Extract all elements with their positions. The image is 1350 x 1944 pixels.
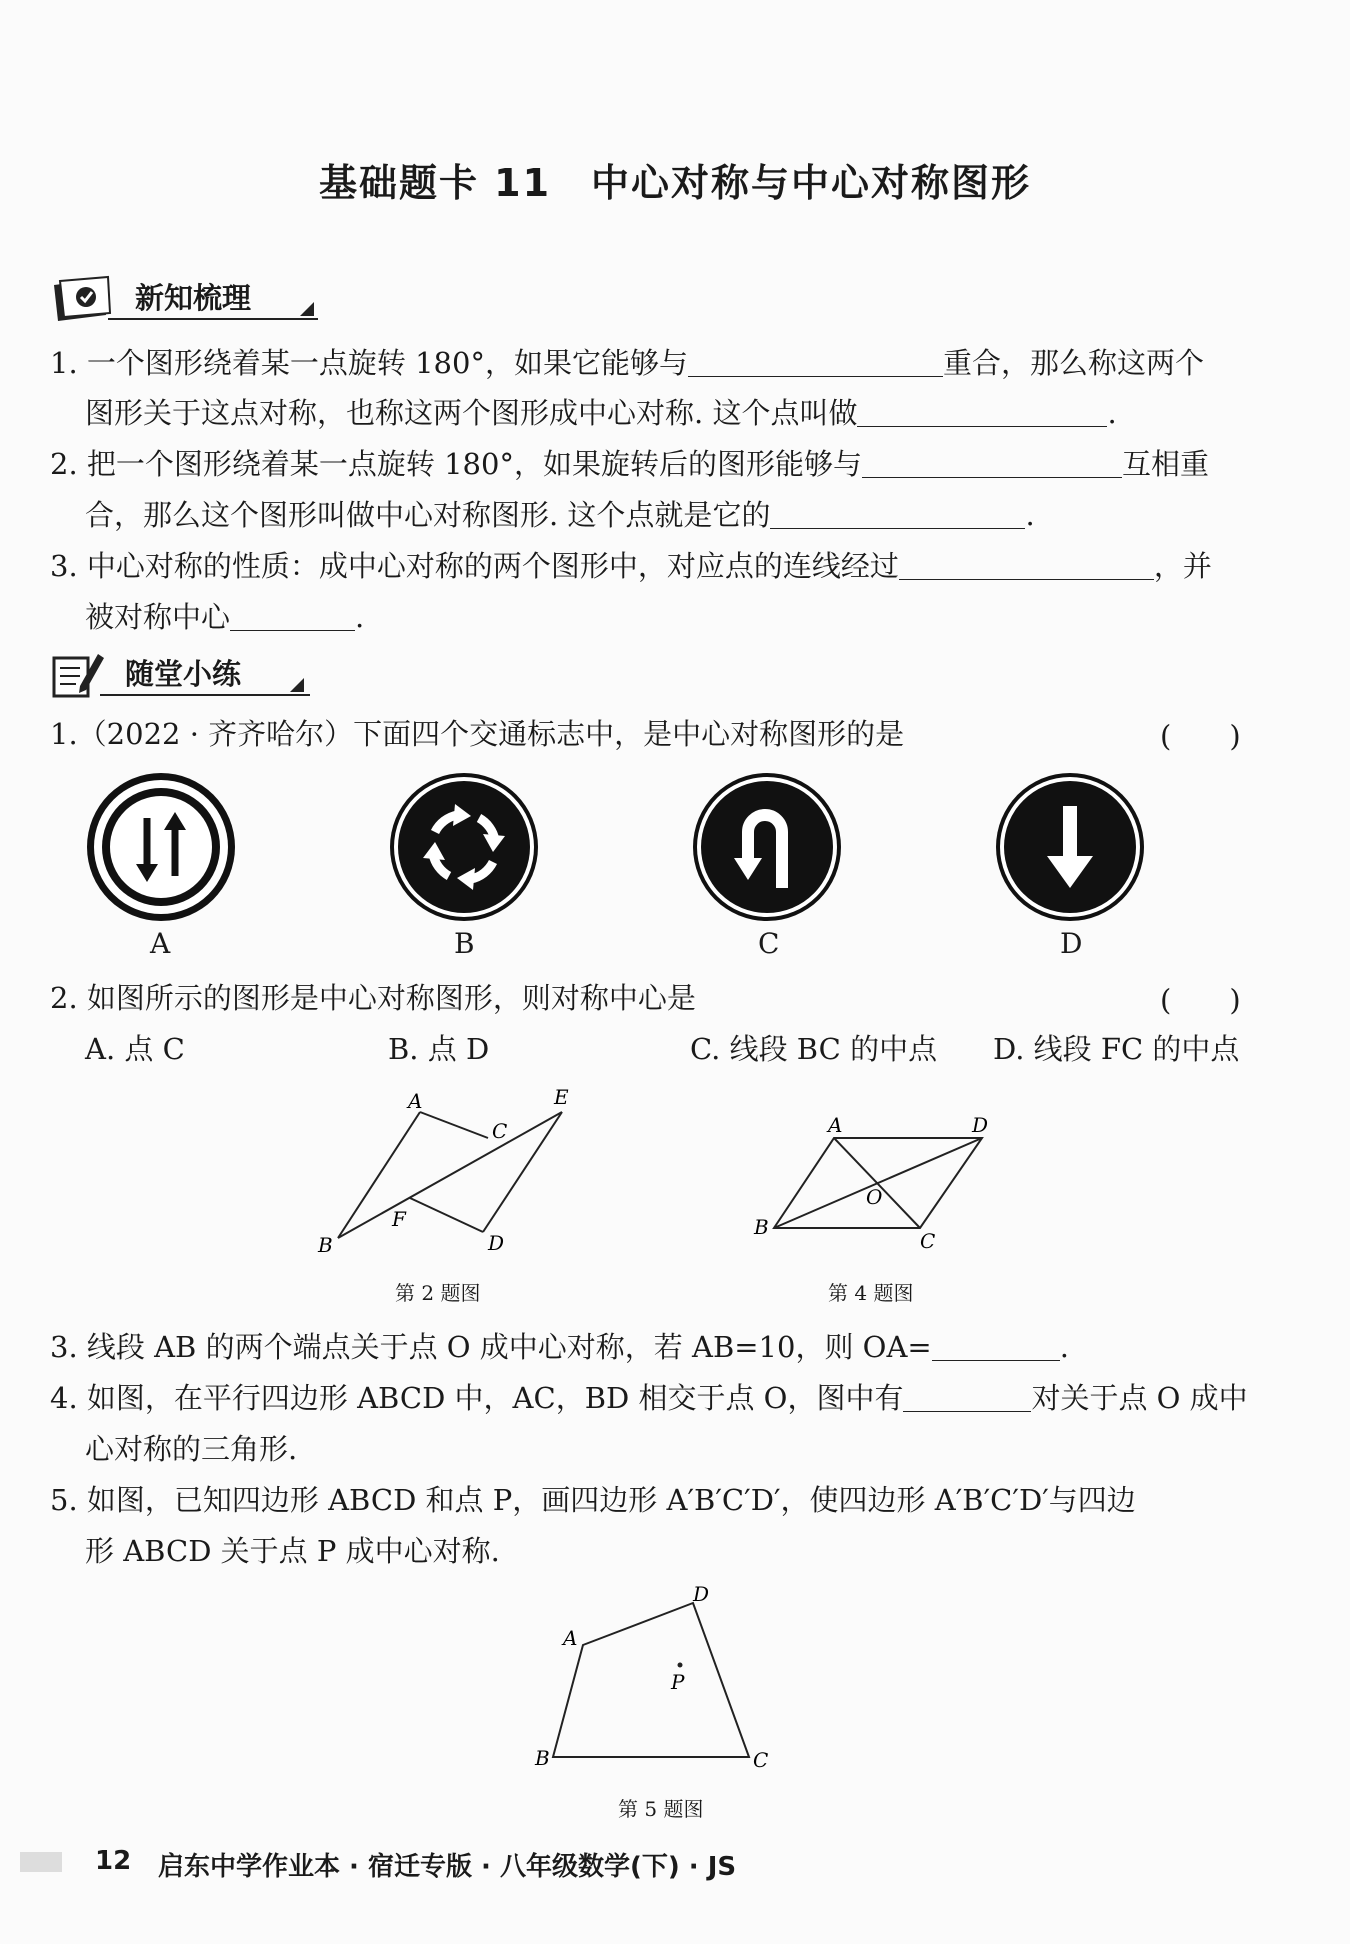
option-label-a: A bbox=[150, 927, 171, 960]
q2-option-a[interactable]: A. 点 C bbox=[85, 1032, 185, 1066]
fig4-label-a: A bbox=[828, 1113, 843, 1137]
fig2-label-d: D bbox=[488, 1231, 505, 1255]
q2-option-d[interactable]: D. 线段 FC 的中点 bbox=[993, 1032, 1240, 1066]
section-heading: 新知梳理 bbox=[135, 281, 252, 315]
answer-blank[interactable] bbox=[899, 549, 1154, 580]
footer-gray-block bbox=[20, 1852, 62, 1872]
knowledge-item-1-line2: 图形关于这点对称，也称这两个图形成中心对称. 这个点叫做 . bbox=[85, 396, 1117, 430]
option-label-b: B bbox=[454, 927, 475, 960]
figure-caption-q5: 第 5 题图 bbox=[618, 1797, 704, 1821]
answer-blank[interactable] bbox=[230, 600, 355, 631]
question-5-line1: 5. 如图，已知四边形 ABCD 和点 P，画四边形 A′B′C′D′，使四边形 A′B′C′D′与四边 bbox=[50, 1483, 1136, 1517]
answer-parentheses[interactable]: ( ) bbox=[1160, 719, 1241, 753]
answer-blank[interactable] bbox=[903, 1381, 1031, 1412]
q2-option-b[interactable]: B. 点 D bbox=[388, 1032, 490, 1066]
traffic-sign-c bbox=[690, 770, 844, 924]
fig5-label-a: A bbox=[563, 1626, 578, 1650]
fig4-label-b: B bbox=[754, 1215, 769, 1239]
answer-blank[interactable] bbox=[688, 346, 943, 377]
figure-caption-q4: 第 4 题图 bbox=[828, 1281, 914, 1305]
section-heading: 随堂小练 bbox=[125, 657, 242, 691]
page-title: 基础题卡 11 中心对称与中心对称图形 bbox=[318, 161, 1032, 205]
question-4-line1: 4. 如图，在平行四边形 ABCD 中，AC，BD 相交于点 O，图中有 对关于点 O 成中 bbox=[50, 1381, 1248, 1415]
question-4-line2: 心对称的三角形. bbox=[85, 1432, 298, 1466]
knowledge-item-3-line1: 3. 中心对称的性质：成中心对称的两个图形中，对应点的连线经过 ，并 bbox=[50, 549, 1212, 583]
option-label-c: C bbox=[758, 927, 780, 960]
knowledge-item-2-line1: 2. 把一个图形绕着某一点旋转 180°，如果旋转后的图形能够与 互相重 bbox=[50, 447, 1209, 481]
figure-caption-q2: 第 2 题图 bbox=[395, 1281, 481, 1305]
fig5-label-p: P bbox=[671, 1670, 685, 1694]
notepad-pencil-icon bbox=[50, 650, 106, 700]
answer-blank[interactable] bbox=[862, 447, 1122, 478]
traffic-sign-d bbox=[993, 770, 1147, 924]
page-number: 12 bbox=[95, 1846, 132, 1876]
figure-q4 bbox=[750, 1110, 1010, 1255]
answer-blank[interactable] bbox=[770, 498, 1025, 529]
heading-underline bbox=[108, 318, 318, 320]
heading-underline bbox=[100, 694, 310, 696]
answer-parentheses[interactable]: ( ) bbox=[1160, 983, 1241, 1017]
footer-book-title: 启东中学作业本 · 宿迁专版 · 八年级数学(下) · JS bbox=[158, 1852, 737, 1882]
fig4-label-c: C bbox=[920, 1229, 936, 1253]
question-2-text: 2. 如图所示的图形是中心对称图形，则对称中心是 bbox=[50, 981, 696, 1015]
q2-option-c[interactable]: C. 线段 BC 的中点 bbox=[690, 1032, 938, 1066]
fig4-label-d: D bbox=[972, 1113, 989, 1137]
notebook-check-icon bbox=[50, 275, 116, 325]
question-5-line2: 形 ABCD 关于点 P 成中心对称. bbox=[85, 1534, 500, 1568]
knowledge-item-3-line2: 被对称中心 . bbox=[85, 600, 365, 634]
knowledge-item-2-line2: 合，那么这个图形叫做中心对称图形. 这个点就是它的 . bbox=[85, 498, 1035, 532]
figure-q5 bbox=[525, 1575, 785, 1775]
fig5-label-b: B bbox=[535, 1746, 550, 1770]
heading-triangle-mark bbox=[290, 678, 304, 692]
question-3-text: 3. 线段 AB 的两个端点关于点 O 成中心对称，若 AB=10，则 OA= . bbox=[50, 1330, 1069, 1364]
fig5-label-c: C bbox=[753, 1748, 769, 1772]
fig2-label-b: B bbox=[318, 1233, 333, 1255]
question-1-text: 1.（2022 · 齐齐哈尔）下面四个交通标志中，是中心对称图形的是 bbox=[50, 717, 905, 751]
fig2-label-c: C bbox=[492, 1119, 508, 1143]
fig2-label-f: F bbox=[392, 1207, 406, 1231]
answer-blank[interactable] bbox=[857, 396, 1107, 427]
figure-q2 bbox=[310, 1080, 590, 1255]
fig2-label-e: E bbox=[554, 1085, 569, 1109]
fig2-label-a: A bbox=[408, 1089, 423, 1113]
heading-triangle-mark bbox=[300, 302, 314, 316]
traffic-sign-a bbox=[84, 770, 238, 924]
answer-blank[interactable] bbox=[932, 1330, 1060, 1361]
knowledge-item-1-line1: 1. 一个图形绕着某一点旋转 180°，如果它能够与 重合，那么称这两个 bbox=[50, 346, 1204, 380]
option-label-d: D bbox=[1060, 927, 1083, 960]
fig5-label-d: D bbox=[693, 1582, 710, 1606]
fig4-label-o: O bbox=[866, 1185, 883, 1209]
traffic-sign-b bbox=[387, 770, 541, 924]
